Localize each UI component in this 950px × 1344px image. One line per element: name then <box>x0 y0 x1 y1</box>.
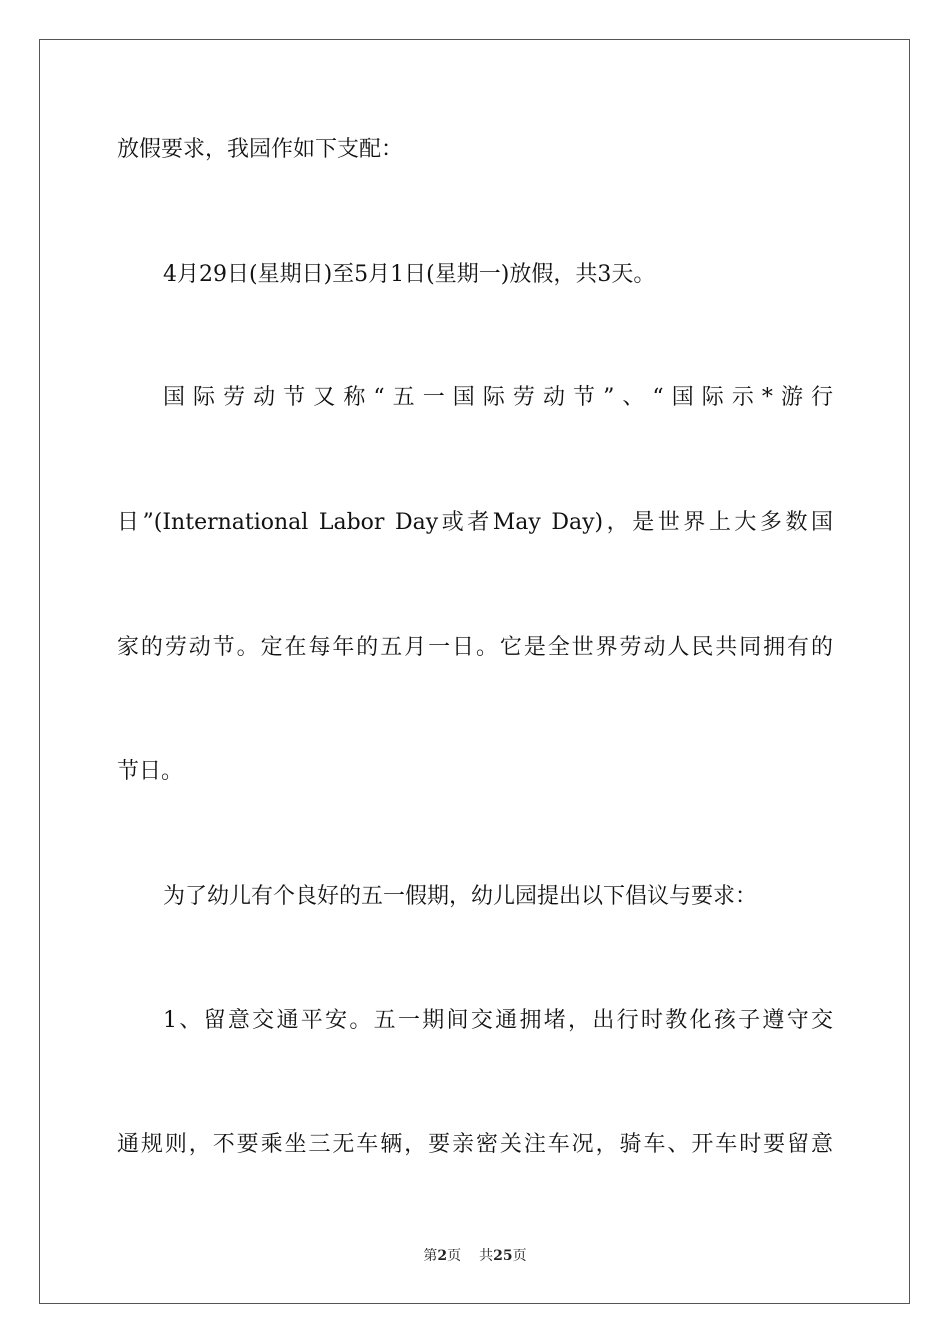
footer-page-unit: 页 <box>447 1248 462 1264</box>
page-frame <box>39 39 910 1304</box>
paragraph-line-6: 节日。 <box>117 759 184 784</box>
paragraph-line-3: 国际劳动节又称“五一国际劳动节”、“国际示*游行 <box>163 385 833 410</box>
footer-total-pages: 25 <box>493 1248 513 1264</box>
footer-page-prefix: 第 <box>423 1248 438 1264</box>
paragraph-line-8: 1、留意交通平安。五一期间交通拥堵，出行时教化孩子遵守交 <box>163 1008 833 1033</box>
paragraph-line-2: 4月29日(星期日)至5月1日(星期一)放假，共3天。 <box>163 262 656 287</box>
paragraph-line-7: 为了幼儿有个良好的五一假期，幼儿园提出以下倡议与要求： <box>163 884 758 909</box>
page-footer <box>0 1247 950 1265</box>
paragraph-line-1: 放假要求，我园作如下支配： <box>117 137 404 162</box>
paragraph-line-5: 家的劳动节。定在每年的五月一日。它是全世界劳动人民共同拥有的 <box>117 635 833 660</box>
footer-total-prefix: 共 <box>479 1248 494 1264</box>
footer-total-unit: 页 <box>512 1248 527 1264</box>
footer-page-number: 2 <box>437 1248 448 1264</box>
paragraph-line-4: 日”(International Labor Day或者May Day)，是世界上大多数国 <box>117 510 833 535</box>
paragraph-line-9: 通规则，不要乘坐三无车辆，要亲密关注车况，骑车、开车时要留意 <box>117 1132 833 1157</box>
